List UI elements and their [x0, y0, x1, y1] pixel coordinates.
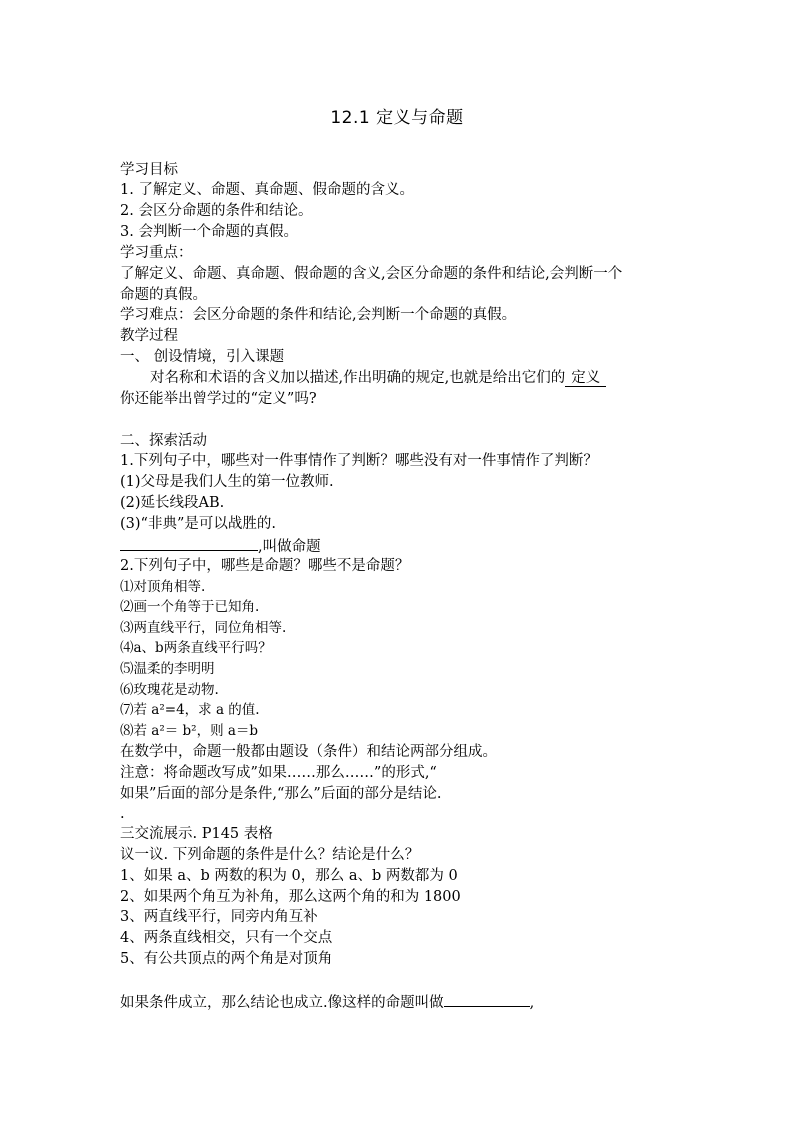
true-proposition-blank[interactable]: [444, 991, 530, 1007]
conclusion-line: [120, 991, 534, 1013]
section1-text: 对名称和术语的含义加以描述,作出明确的规定,也就是给出它们的: [150, 370, 566, 386]
note-text: 在数学中，命题一般都由题设（条件）和结论两部分组成。: [120, 744, 497, 760]
fill-suffix: ,叫做命题: [258, 539, 321, 555]
question-2: 2.下列句子中，哪些是命题？哪些不是命题？: [120, 558, 410, 574]
section3-heading: 三交流展示. P145 表格: [120, 826, 273, 842]
objective-item: 3. 会判断一个命题的真假。: [120, 224, 298, 240]
fill-blank[interactable]: [120, 535, 258, 551]
section2-heading: 二、探索活动: [120, 433, 207, 449]
q2-item: ⑷a、b两条直线平行吗？: [120, 640, 272, 656]
q1-item: (3)“非典”是可以战胜的.: [120, 516, 276, 532]
q2-item: ⑻若 a²＝ b²，则 a＝b: [120, 723, 259, 739]
discuss-text: 议一议. 下列命题的条件是什么？结论是什么？: [120, 847, 420, 863]
key-points-text: 了解定义、命题、真命题、假命题的含义,会区分命题的条件和结论,会判断一个: [120, 266, 623, 282]
dot-text: .: [120, 806, 125, 822]
q2-item: ⑸温柔的李明明: [120, 661, 215, 677]
section1-heading: 一、 创设情境，引入课题: [120, 349, 285, 365]
objective-item: 2. 会区分命题的条件和结论。: [120, 203, 313, 219]
q2-item: ⑺若 a²=4，求 a 的值.: [120, 702, 260, 718]
conclusion-end: ,: [529, 995, 535, 1011]
q2-item: ⑹玫瑰花是动物.: [120, 682, 219, 698]
page-title: 12.1 定义与命题: [330, 108, 464, 128]
note-text: 注意：将命题改写成”如果……那么……”的形式,“: [120, 765, 437, 781]
difficulties-text: 学习难点：会区分命题的条件和结论,会判断一个命题的真假。: [120, 307, 517, 323]
proposition-item: 5、有公共顶点的两个角是对顶角: [120, 951, 333, 967]
q1-item: (1)父母是我们人生的第一位教师.: [120, 474, 334, 490]
q1-item: (2)延长线段AB.: [120, 495, 225, 511]
proposition-item: 4、两条直线相交，只有一个交点: [120, 930, 333, 946]
proposition-item: 1、如果 a、b 两数的积为 0，那么 a、b 两数都为 0: [120, 868, 458, 884]
section1-paragraph: [150, 368, 606, 388]
note-text: 如果”后面的部分是条件,“那么”后面的部分是结论.: [120, 786, 442, 802]
key-points-text: 命题的真假。: [120, 287, 207, 303]
key-points-heading: 学习重点：: [120, 245, 193, 261]
proposition-item: 3、两直线平行，同旁内角互补: [120, 909, 318, 925]
objective-item: 1. 了解定义、命题、真命题、假命题的含义。: [120, 182, 414, 198]
objectives-heading: 学习目标: [120, 162, 178, 178]
proposition-fill: [120, 535, 321, 557]
q2-item: ⑵画一个角等于已知角.: [120, 599, 260, 615]
conclusion-text: 如果条件成立，那么结论也成立.像这样的命题叫做: [120, 995, 444, 1011]
q2-item: ⑶两直线平行，同位角相等.: [120, 620, 287, 636]
definition-blank: 定义: [565, 370, 606, 387]
process-heading: 教学过程: [120, 328, 178, 344]
question-1: 1.下列句子中，哪些对一件事情作了判断？哪些没有对一件事情作了判断？: [120, 453, 598, 469]
proposition-item: 2、如果两个角互为补角，那么这两个角的和为 1800: [120, 889, 461, 905]
section1-question: 你还能举出曾学过的“定义”吗?: [120, 391, 317, 407]
q2-item: ⑴对顶角相等.: [120, 579, 206, 595]
